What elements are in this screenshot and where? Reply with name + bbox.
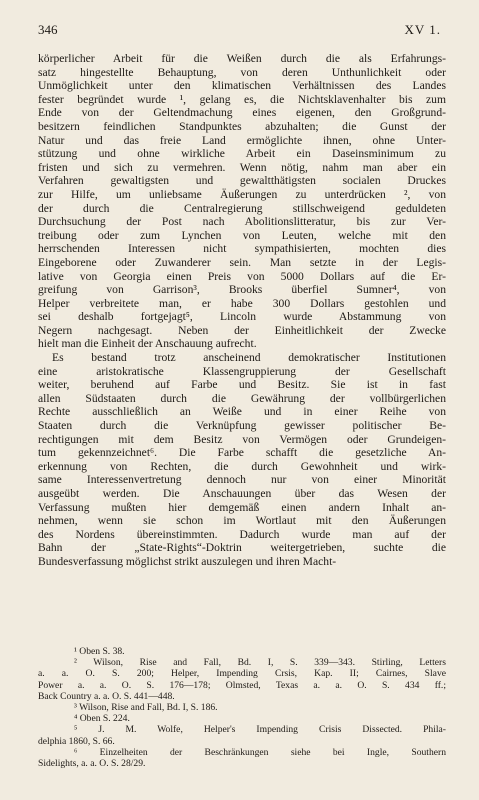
text-line: herrschenden Interessen nicht sympathisierten, mochten dies	[38, 242, 446, 256]
footnotes	[38, 646, 446, 769]
footnote-line: ² Wilson, Rise and Fall, Bd. I, S. 339—343. Stirling, Letters	[74, 657, 446, 669]
footnote-line: ⁶ Einzelheiten der Beschränkungen siehe bei Ingle, Southern	[74, 746, 446, 758]
footnote-line: ⁴ Oben S. 224.	[74, 713, 130, 725]
text-line: nehmen, wenn sie schon im Wortlaut mit den Äußerungen	[38, 514, 446, 528]
page-number: 346	[38, 22, 58, 37]
text-line: same Interessenvertretung dennoch nur von einer Minorität	[38, 473, 446, 487]
text-line: sei deshalb fortgejagt⁵, Lincoln wurde Abstammung von	[38, 310, 446, 324]
text-line: Natur und das freie Land ermöglichte ihnen, ohne Unter-	[38, 133, 446, 147]
text-line: ausgeübt werden. Die Anschauungen über das Wesen der	[38, 487, 446, 500]
footnote-line: Power a. a. O. S. 176—178; Olmsted, Texas a. a. O. S. 434 ff.;	[38, 679, 446, 691]
text-line: satz hingestellte Behauptung, von deren Unthunlichkeit oder	[38, 65, 446, 79]
footnote-line: Sidelights, a. a. O. S. 28/29.	[38, 757, 146, 769]
text-line: fristen und sich zu vermehren. Wenn nötig, nahm man aber ein	[38, 160, 446, 174]
text-line: fester begründet wurde ¹, gelang es, die Nichtsklavenhalter bis zum	[38, 92, 446, 106]
text-line: tum gekennzeichnet⁶. Die Farbe schafft die gesetzliche An-	[38, 446, 446, 460]
text-line: Verfassung mußten hier demgemäß einen andern Inhalt an-	[38, 500, 446, 514]
text-line: Ende von der Geltendmachung eines eigenen, den Großgrund-	[38, 106, 446, 120]
text-line: hielt man die Einheit der Anschauung aufrecht.	[38, 337, 257, 351]
text-line: eine aristokratische Klassengruppierung der Gesellschaft	[38, 364, 446, 378]
text-line: greifung von Garrison³, Brooks überfiel Sumner⁴, von	[38, 283, 446, 297]
footnote-line: ³ Wilson, Rise and Fall, Bd. I, S. 186.	[74, 701, 218, 713]
text-line: lative von Georgia einen Preis von 5000 Dollars auf die Er-	[38, 269, 446, 283]
text-line: zur Hilfe, um unliebsame Äußerungen zu unterdrücken ², von	[38, 187, 446, 201]
section-marker: XV 1.	[404, 22, 441, 37]
text-line: Bundesverfassung möglichst strikt auszulegen und ihren Macht-	[38, 554, 337, 568]
text-line: erkennung von Rechten, die durch Gewohnheit und wirk-	[38, 459, 446, 473]
text-line: der durch die Centralregierung stillschweigend geduldeten	[38, 201, 446, 215]
text-line: Es bestand trotz anscheinend demokratischer Institutionen	[52, 351, 446, 365]
text-line: Rechte ausschließlich an Weiße und in einer Reihe von	[38, 405, 446, 419]
text-line: Unmöglichkeit unter den klimatischen Verhältnissen des Landes	[38, 79, 446, 93]
text-line: allen Südstaaten durch die Gewährung der vollbürgerlichen	[38, 391, 446, 405]
text-line: Helper verbreitete man, er habe 300 Dollars gestohlen und	[38, 296, 446, 310]
text-line: weiter, beruhend auf Farbe und Besitz. Sie ist in fast	[38, 378, 446, 392]
running-header	[38, 22, 441, 38]
text-line: besitzern feindlichen Standpunktes abzuhalten; die Gunst der	[38, 119, 446, 133]
text-line: stützung und ohne wirkliche Arbeit ein Daseinsminimum zu	[38, 147, 446, 161]
body-text	[38, 52, 446, 569]
text-line: Durchsuchung der Post nach Abolitionslitteratur, bis zur Ver-	[38, 215, 446, 229]
text-line: körperlicher Arbeit für die Weißen durch die als Erfahrungs-	[38, 52, 446, 65]
footnote-line: a. a. O. S. 200; Helper, Impending Crsis, Kap. II; Cairnes, Slave	[38, 668, 446, 680]
text-line: Staaten durch die Verknüpfung gewisser politischer Be-	[38, 419, 446, 433]
text-line: treibung oder zum Lynchen von Leuten, welche mit den	[38, 228, 446, 242]
footnote-line: Back Country a. a. O. S. 441—448.	[38, 690, 175, 702]
footnote-line: ¹ Oben S. 38.	[74, 646, 125, 657]
text-line: des Nordens übereinstimmten. Dadurch wurde man auf der	[38, 527, 446, 541]
text-line: rechtigungen mit dem Besitz von Vermögen oder Grundeigen-	[38, 432, 446, 446]
footnote-line: delphia 1860, S. 66.	[38, 735, 115, 747]
footnote-line: ⁵ J. M. Wolfe, Helper's Impending Crisis Dissected. Phila-	[74, 724, 446, 736]
text-line: Eingeborene oder Zuwanderer sein. Man setzte in der Legis-	[38, 255, 446, 269]
text-line: Bahn der „State-Rights“-Doktrin weitergetrieben, suchte die	[38, 541, 446, 555]
text-line: Verfahren gewaltigsten und gewaltthätigsten socialen Druckes	[38, 174, 446, 188]
text-line: Negern nachgesagt. Neben der Einheitlichkeit der Zwecke	[38, 323, 446, 337]
